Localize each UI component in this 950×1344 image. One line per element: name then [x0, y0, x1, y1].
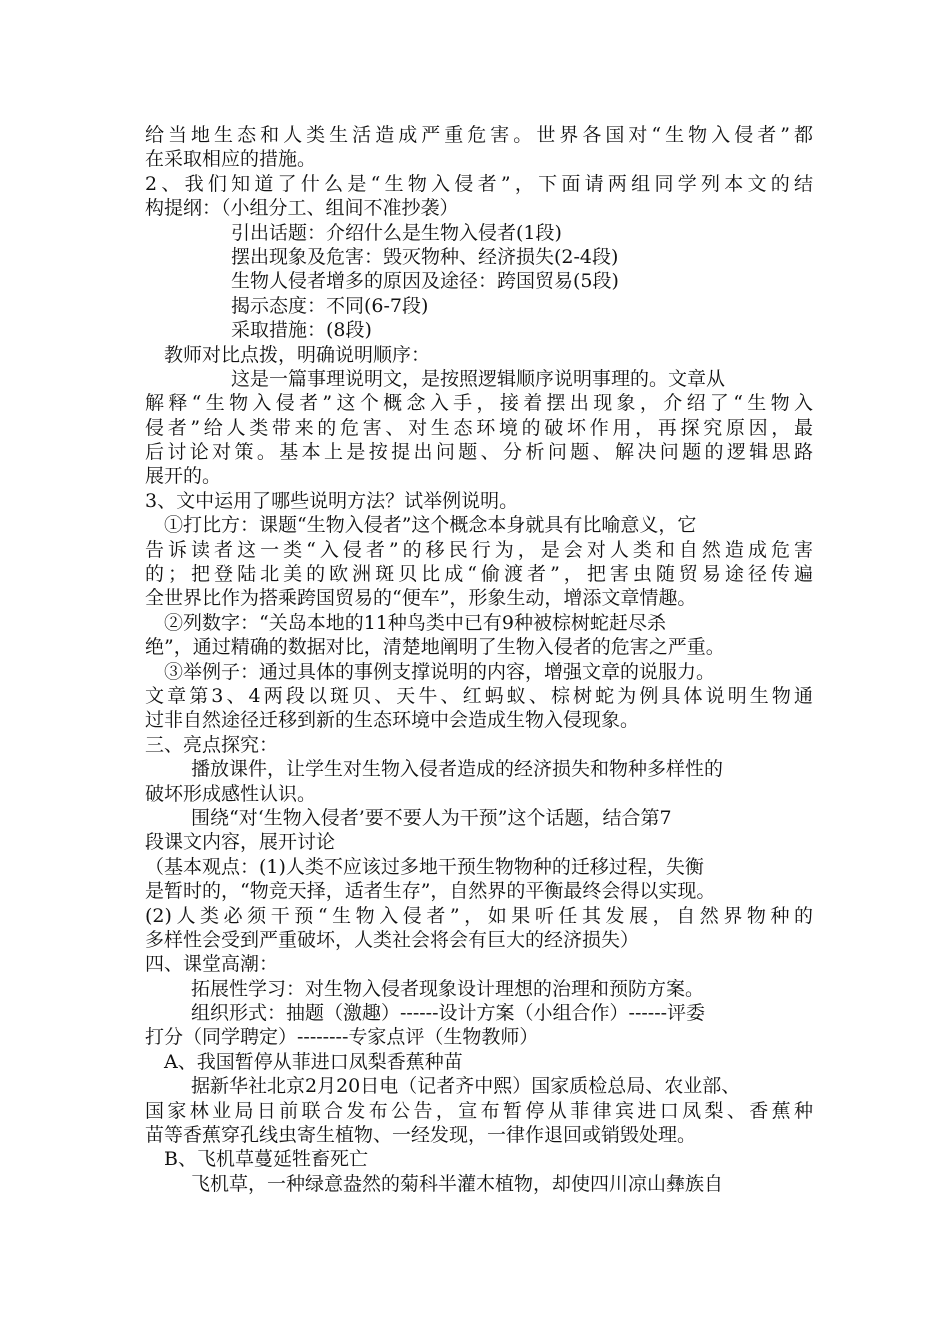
outline-item: 摆出现象及危害：毁灭物种、经济损失(2-4段)	[231, 245, 619, 268]
text-line: 教师对比点拨，明确说明顺序：	[164, 343, 431, 366]
text-line: 过非自然途径迁移到新的生态环境中会造成生物入侵现象。	[145, 709, 640, 732]
subheading: A、我国暂停从菲进口凤梨香蕉种苗	[164, 1050, 463, 1073]
text-line: 拓展性学习：对生物入侵者现象设计理想的治理和预防方案。	[191, 977, 705, 1000]
text-line: 据新华社北京2月20日电（记者齐中熙）国家质检总局、农业部、	[191, 1075, 741, 1098]
section-heading: 三、亮点探究：	[145, 733, 279, 756]
outline-item: 采取措施：(8段)	[231, 319, 372, 342]
text-line: 展开的。	[145, 465, 222, 488]
text-line: 2、我们知道了什么是“生物入侵者”，下面请两组同学列本文的结	[145, 172, 813, 195]
text-line: 绝”，通过精确的数据对比，清楚地阐明了生物入侵者的危害之严重。	[145, 636, 725, 659]
text-line: 是暂时的，“物竞天择，适者生存”，自然界的平衡最终会得以实现。	[145, 880, 716, 903]
text-line: ①打比方：课题“生物入侵者”这个概念本身就具有比喻意义，它	[164, 514, 697, 537]
text-line: 飞机草，一种绿意盎然的菊科半灌木植物，却使四川凉山彝族自	[191, 1172, 724, 1195]
text-line: 段课文内容，展开讨论	[145, 831, 336, 854]
section-heading: 四、课堂高潮：	[145, 953, 279, 976]
text-line: 构提纲：（小组分工、组间不准抄袭）	[145, 197, 459, 220]
text-line: 全世界比作为搭乘跨国贸易的“便车”，形象生动，增添文章情趣。	[145, 587, 697, 610]
text-line: 的；把登陆北美的欧洲斑贝比成“偷渡者”，把害虫随贸易途径传遍	[145, 563, 813, 586]
text-line: 国家林业局日前联合发布公告，宣布暂停从菲律宾进口凤梨、香蕉种	[145, 1099, 813, 1122]
text-line: 围绕“对‘生物入侵者’要不要人为干预”这个话题，结合第7	[191, 806, 672, 829]
text-line: 组织形式：抽题（激趣）------设计方案（小组合作）------评委	[191, 1002, 706, 1025]
text-line: 文章第3、4两段以斑贝、天牛、红蚂蚁、棕树蛇为例具体说明生物通	[145, 684, 813, 707]
text-line: ②列数字：“关岛本地的11种鸟类中已有9种被棕树蛇赶尽杀	[164, 611, 666, 634]
outline-item: 引出话题：介绍什么是生物入侵者(1段)	[231, 221, 562, 244]
text-line: 3、文中运用了哪些说明方法？试举例说明。	[145, 489, 519, 512]
outline-item: 生物人侵者增多的原因及途径：跨国贸易(5段)	[231, 270, 619, 293]
text-line: 破坏形成感性认识。	[145, 782, 317, 805]
text-line: ③举例子：通过具体的事例支撑说明的内容，增强文章的说服力。	[164, 660, 716, 683]
text-line: 打分（同学聘定）--------专家点评（生物教师）	[145, 1026, 539, 1049]
text-line: 给当地生态和人类生活造成严重危害。世界各国对“生物入侵者”都	[145, 124, 813, 146]
text-line: 多样性会受到严重破坏，人类社会将会有巨大的经济损失）	[145, 928, 640, 951]
text-line: 在采取相应的措施。	[145, 148, 317, 171]
text-line: 解释“生物入侵者”这个概念入手，接着摆出现象，介绍了“生物入	[145, 392, 813, 415]
text-line: 这是一篇事理说明文，是按照逻辑顺序说明事理的。文章从	[231, 367, 726, 390]
text-line: 告诉读者这一类“入侵者”的移民行为，是会对人类和自然造成危害	[145, 538, 813, 561]
text-line: (2)人类必须干预“生物入侵者”，如果听任其发展，自然界物种的	[145, 904, 813, 927]
document-body	[145, 123, 813, 1196]
text-line: 侵者”给人类带来的危害、对生态环境的破坏作用，再探究原因，最	[145, 416, 813, 439]
text-line: （基本观点：(1)人类不应该过多地干预生物物种的迁移过程，失衡	[145, 855, 704, 878]
text-line: 后讨论对策。基本上是按提出问题、分析问题、解决问题的逻辑思路	[145, 441, 813, 464]
text-line: 苗等香蕉穿孔线虫寄生植物、一经发现，一律作退回或销毁处理。	[145, 1124, 697, 1147]
outline-item: 揭示态度：不同(6-7段)	[231, 294, 429, 317]
subheading: B、飞机草蔓延牲畜死亡	[164, 1148, 368, 1171]
text-line: 播放课件，让学生对生物入侵者造成的经济损失和物种多样性的	[191, 758, 724, 781]
